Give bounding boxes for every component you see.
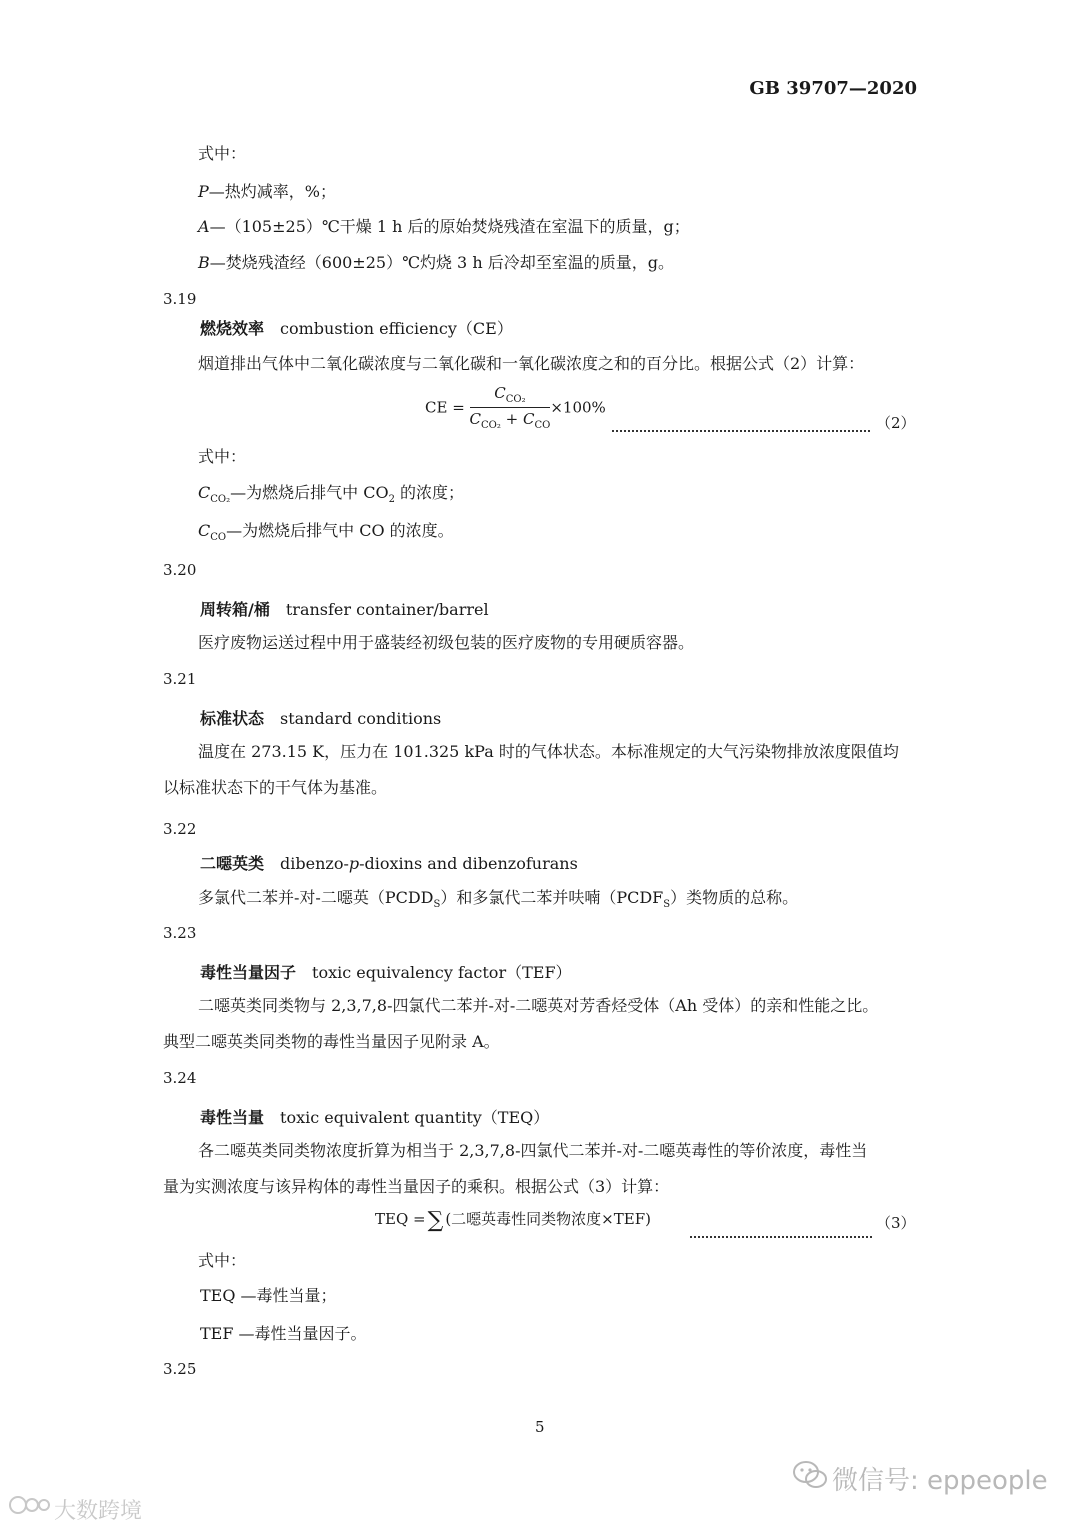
equation-number: （2） — [876, 414, 916, 432]
term-heading: 毒性当量 toxic equivalent quantity（TEQ） — [200, 1108, 550, 1127]
section-number: 3.21 — [163, 670, 197, 688]
where-label: 式中： — [198, 1251, 247, 1270]
watermark-logo-icon — [8, 1492, 52, 1522]
formula-fraction: $\frac{C_{CO_2}}{C_{CO_2} + C_{CO}}$ — [469, 384, 551, 431]
formula-2: CE = $\frac{C_{CO_2}}{C_{CO_2} + C_{CO}}$ ×100% — [425, 384, 606, 431]
term-definition-line: 典型二噁英类同类物的毒性当量因子见附录 A。 — [163, 1032, 500, 1051]
var-cco2-definition: $C_{CO_2}—$为燃烧后排气中 $CO_2$ 的浓度； — [198, 483, 465, 506]
term-heading: 周转箱/桶 transfer container/barrel — [200, 600, 489, 619]
term-definition: 医疗废物运送过程中用于盛装经初级包装的医疗废物的专用硬质容器。 — [198, 633, 695, 652]
section-number: 3.23 — [163, 924, 197, 942]
var-b-definition: B—焚烧残渣经（600±25）℃灼烧 3 h 后冷却至室温的质量，g。 — [198, 253, 674, 272]
term-heading: 二噁英类 dibenzo-p-dioxins and dibenzofurans — [200, 854, 578, 873]
term-definition-line: 以标准状态下的干气体为基准。 — [163, 778, 388, 797]
term-definition-line: 温度在 273.15 K，压力在 101.325 kPa 时的气体状态。本标准规定的大气污染物排放浓度限值均 — [198, 742, 899, 761]
var-cco-definition: $C_{CO}—$为燃烧后排气中 CO 的浓度。 — [198, 521, 454, 544]
dot-leader — [690, 1222, 872, 1238]
term-definition-line: 量为实测浓度与该异构体的毒性当量因子的乘积。根据公式（3）计算： — [163, 1177, 670, 1196]
var-p-definition: P—热灼减率，%； — [198, 182, 336, 201]
term-heading: 毒性当量因子 toxic equivalency factor（TEF） — [200, 963, 572, 982]
section-number: 3.19 — [163, 290, 197, 308]
dot-leader — [612, 416, 870, 432]
document-id: GB 39707—2020 — [749, 78, 917, 99]
equation-number: （3） — [876, 1214, 916, 1232]
term-definition-line: 各二噁英类同类物浓度折算为相当于 2,3,7,8-四氯代二苯并-对-二噁英毒性的等价浓度，毒性当 — [198, 1141, 868, 1160]
var-a-definition: A—（105±25）℃干燥 1 h 后的原始焚烧残渣在室温下的质量，g； — [198, 217, 690, 236]
watermark-brand: 大数跨境 — [54, 1499, 143, 1524]
page-number: 5 — [535, 1418, 545, 1436]
var-tef-definition: TEF —毒性当量因子。 — [200, 1324, 367, 1343]
watermark-wechat-id: 微信号: eppeople — [832, 1466, 1048, 1496]
section-number: 3.22 — [163, 820, 197, 838]
term-definition-line: 二噁英类同类物与 2,3,7,8-四氯代二苯并-对-二噁英对芳香烃受体（Ah 受体）的亲和性能之比。 — [198, 996, 879, 1015]
where-label: 式中： — [198, 144, 247, 163]
var-teq-definition: TEQ —毒性当量； — [200, 1286, 337, 1305]
term-heading: 燃烧效率 combustion efficiency（CE） — [200, 319, 513, 338]
formula-3: TEQ =∑ (二噁英毒性同类物浓度×TEF) — [375, 1208, 651, 1233]
term-heading: 标准状态 standard conditions — [200, 709, 442, 728]
term-definition: 烟道排出气体中二氧化碳浓度与二氧化碳和一氧化碳浓度之和的百分比。根据公式（2）计算： — [198, 354, 865, 373]
section-number: 3.24 — [163, 1069, 197, 1087]
where-label: 式中： — [198, 447, 247, 466]
term-definition: 多氯代二苯并-对-二噁英$(PCDD_S)$和多氯代二苯并呋喃$(PCDF_S)$类物质的总称。 — [198, 888, 799, 911]
section-number: 3.25 — [163, 1360, 197, 1378]
wechat-icon — [792, 1460, 828, 1494]
section-number: 3.20 — [163, 561, 197, 579]
